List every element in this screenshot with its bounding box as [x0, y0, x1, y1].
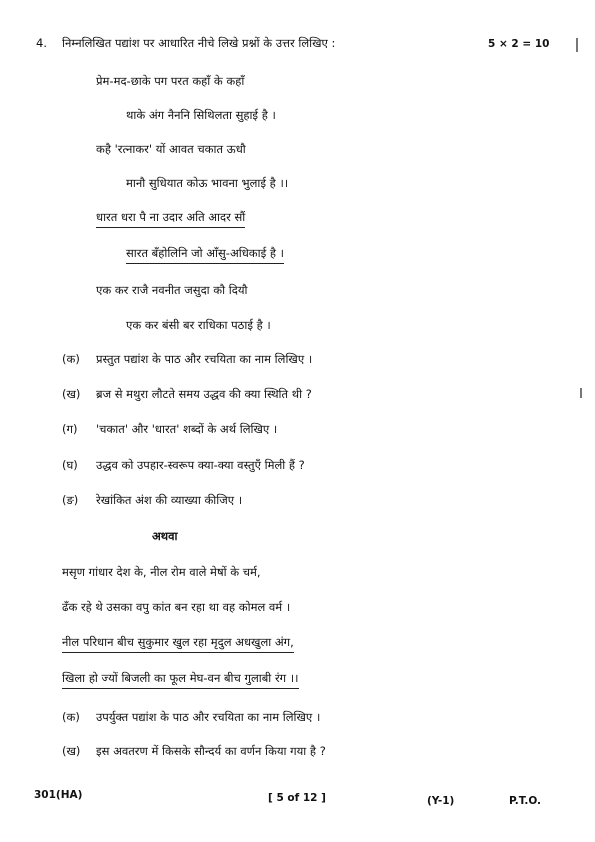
question-label: (ग)	[62, 422, 78, 436]
question-text: उपर्युक्त पद्यांश के पाठ और रचयिता का नाम लिखिए ।	[96, 710, 321, 724]
scan-margin-mark	[576, 38, 578, 52]
question-text: 'चकात' और 'धारत' शब्दों के अर्थ लिखिए ।	[96, 422, 278, 436]
or-heading: अथवा	[152, 529, 178, 543]
question-label: (घ)	[62, 458, 78, 472]
pto-label: P.T.O.	[509, 795, 541, 807]
poem-line: एक कर राजै नवनीत जसुदा कौ दियौ	[96, 283, 248, 297]
poem-line-underlined: सारत बँहोलिनि जो आँसु-अधिकाई है ।	[126, 246, 284, 264]
poem-line-underlined: नील परिधान बीच सुकुमार खुल रहा मृदुल अधखुला अंग,	[62, 635, 294, 653]
poem-line-underlined: धारत धरा पै ना उदार अति आदर सौं	[96, 210, 245, 228]
scan-margin-mark	[580, 388, 582, 398]
poem-line: एक कर बंसी बर राधिका पठाई है ।	[126, 318, 271, 332]
set-code: (Y-1)	[427, 795, 455, 807]
marks-label: 5 × 2 = 10	[488, 38, 550, 50]
question-text: प्रस्तुत पद्यांश के पाठ और रचयिता का नाम लिखिए ।	[96, 352, 313, 366]
poem-line-underlined: खिला हो ज्यों बिजली का फूल मेघ-वन बीच गुलाबी रंग ।।	[62, 671, 299, 689]
poem-line: कहै 'रत्नाकर' यों आवत चकात ऊधौ	[96, 142, 246, 156]
paper-code: 301(HA)	[34, 789, 83, 801]
question-number: 4.	[36, 36, 47, 50]
question-text: उद्धव को उपहार-स्वरूप क्या-क्या वस्तुएँ मिली हैं ?	[96, 458, 305, 472]
page-number: [ 5 of 12 ]	[268, 792, 326, 804]
question-text: इस अवतरण में किसके सौन्दर्य का वर्णन किया गया है ?	[96, 744, 326, 758]
poem-line: मसृण गांधार देश के, नील रोम वाले मेषों के चर्म,	[62, 565, 261, 579]
question-text: ब्रज से मथुरा लौटते समय उद्धव की क्या स्थिति थी ?	[96, 387, 312, 401]
question-instruction: निम्नलिखित पद्यांश पर आधारित नीचे लिखे प्रश्नों के उत्तर लिखिए :	[62, 36, 336, 50]
question-label: (ङ)	[62, 493, 79, 507]
question-label: (ख)	[62, 744, 81, 758]
question-label: (क)	[62, 710, 80, 724]
poem-line: ढँक रहे थे उसका वपु कांत बन रहा था वह कोमल वर्म ।	[62, 600, 291, 614]
question-label: (ख)	[62, 387, 81, 401]
poem-line: प्रेम-मद-छाके पग परत कहाँ के कहाँ	[96, 74, 245, 88]
poem-line: थाके अंग नैननि सिथिलता सुहाई है ।	[126, 108, 276, 122]
question-text: रेखांकित अंश की व्याख्या कीजिए ।	[96, 493, 243, 507]
poem-line: मानौ सुधियात कोऊ भावना भुलाई है ।।	[126, 176, 289, 190]
question-label: (क)	[62, 352, 80, 366]
